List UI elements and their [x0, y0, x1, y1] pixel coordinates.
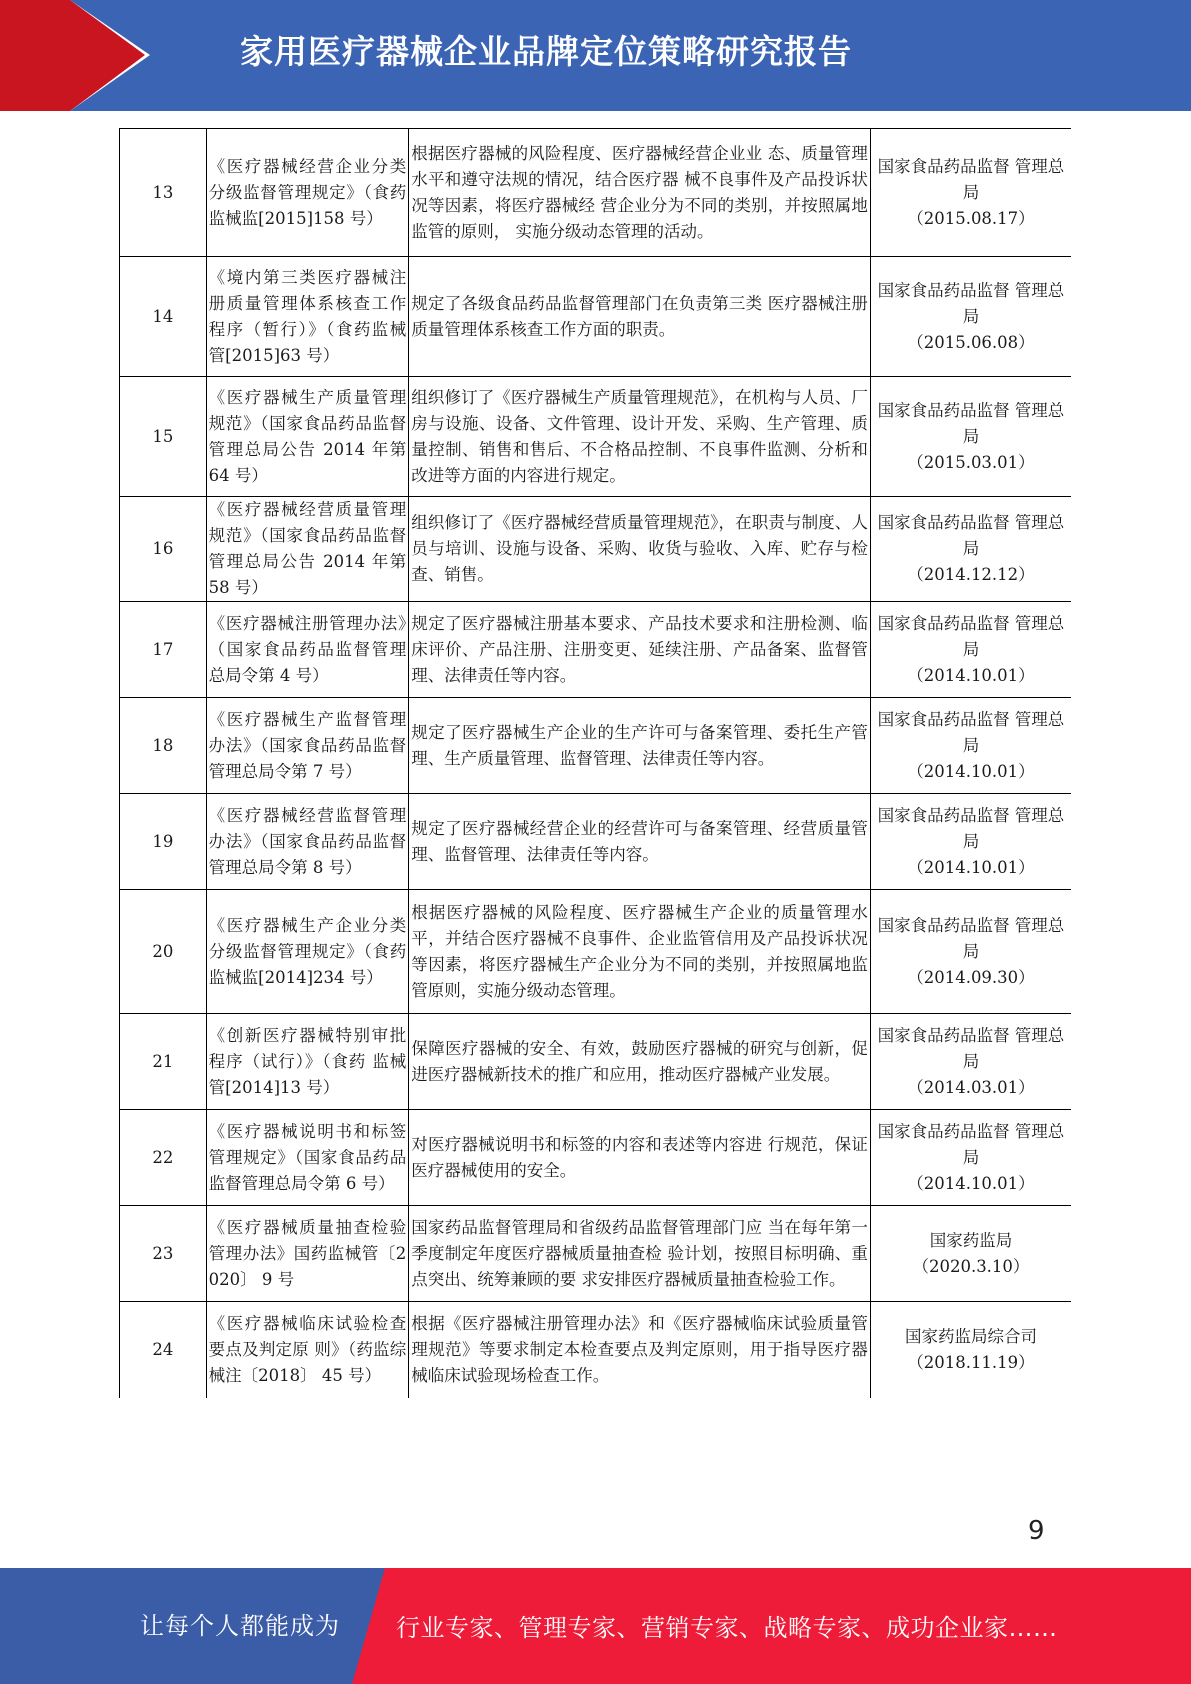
effective-date: （2014.10.01）	[907, 1173, 1035, 1193]
row-number: 16	[120, 497, 207, 602]
regulation-description: 保障医疗器械的安全、有效，鼓励医疗器械的研究与创新，促进医疗器械新技术的推广和应用，推动医疗器械产业发展。	[409, 1014, 871, 1110]
issuing-authority: 国家药监局综合司	[904, 1326, 1037, 1346]
regulation-description: 规定了医疗器械经营企业的经营许可与备案管理、经营质量管理、监督管理、法律责任等内容。	[409, 794, 871, 890]
regulation-name: 《医疗器械生产企业分类分级监督管理规定》（食药监械监[2014]234 号）	[206, 890, 409, 1014]
effective-date: （2015.08.17）	[907, 208, 1035, 228]
row-number: 20	[120, 890, 207, 1014]
issuing-authority: 国家食品药品监督 管理总局	[877, 1121, 1065, 1167]
effective-date: （2014.12.12）	[907, 565, 1035, 584]
row-number: 14	[120, 257, 207, 377]
regulation-description: 组织修订了《医疗器械经营质量管理规范》，在职责与制度、人员与培训、设施与设备、采购、收货与验收、入库、贮存与检查、销售。	[409, 497, 871, 602]
row-number: 18	[120, 698, 207, 794]
regulation-name: 《医疗器械生产质量管理规范》（国家食品药品监督管理总局公告 2014 年第 64 号）	[206, 377, 409, 497]
issuing-authority: 国家食品药品监督 管理总局	[877, 513, 1065, 558]
footer-slogan-right: 行业专家、管理专家、营销专家、战略专家、成功企业家……	[396, 1614, 1058, 1642]
row-number: 13	[120, 129, 207, 257]
effective-date: （2020.3.10）	[912, 1256, 1030, 1276]
issuer-cell	[870, 1206, 1071, 1302]
regulation-description: 对医疗器械说明书和标签的内容和表述等内容进 行规范，保证医疗器械使用的安全。	[409, 1110, 871, 1206]
issuer-cell	[870, 377, 1071, 497]
regulation-name: 《医疗器械说明书和标签管理规定》（国家食品药品监督管理总局令第 6 号）	[206, 1110, 409, 1206]
table-row	[120, 602, 1072, 698]
regulation-name: 《医疗器械临床试验检查要点及判定原 则》（药监综械注〔2018〕 45 号）	[206, 1302, 409, 1398]
page-header	[0, 0, 1191, 111]
table-row	[120, 698, 1072, 794]
issuing-authority: 国家食品药品监督 管理总局	[877, 613, 1065, 659]
issuing-authority: 国家食品药品监督 管理总局	[877, 709, 1065, 755]
page-number: 9	[1028, 1516, 1045, 1546]
row-number: 22	[120, 1110, 207, 1206]
table-row	[120, 1206, 1072, 1302]
row-number: 21	[120, 1014, 207, 1110]
page-footer	[0, 1568, 1191, 1684]
issuer-cell	[870, 890, 1071, 1014]
effective-date: （2015.03.01）	[907, 452, 1035, 472]
report-title: 家用医疗器械企业品牌定位策略研究报告	[240, 32, 852, 71]
effective-date: （2014.09.30）	[907, 967, 1035, 987]
issuer-cell	[870, 1302, 1071, 1398]
regulation-description: 根据医疗器械的风险程度、医疗器械生产企业的质量管理水平，并结合医疗器械不良事件、企业监管信用及产品投诉状况等因素，将医疗器械生产企业分为不同的类别，并按照属地监管原则，实施分级动态管理。	[409, 890, 871, 1014]
regulation-name: 《医疗器械经营企业分类分级监督管理规定》（食药监械监[2015]158 号）	[206, 129, 409, 257]
regulations-table	[119, 128, 1071, 1398]
issuing-authority: 国家食品药品监督 管理总局	[877, 280, 1065, 326]
regulation-description: 规定了医疗器械生产企业的生产许可与备案管理、委托生产管理、生产质量管理、监督管理、法律责任等内容。	[409, 698, 871, 794]
row-number: 24	[120, 1302, 207, 1398]
regulation-description: 规定了各级食品药品监督管理部门在负责第三类 医疗器械注册质量管理体系核查工作方面的职责。	[409, 257, 871, 377]
issuer-cell	[870, 698, 1071, 794]
table-row	[120, 497, 1072, 602]
regulation-name: 《医疗器械生产监督管理办法》（国家食品药品监督管理总局令第 7 号）	[206, 698, 409, 794]
effective-date: （2014.10.01）	[907, 761, 1035, 781]
footer-slogan-left: 让每个人都能成为	[140, 1612, 340, 1640]
effective-date: （2015.06.08）	[907, 332, 1035, 352]
regulation-description: 规定了医疗器械注册基本要求、产品技术要求和注册检测、临床评价、产品注册、注册变更、延续注册、产品备案、监督管理、法律责任等内容。	[409, 602, 871, 698]
table-row	[120, 1014, 1072, 1110]
issuing-authority: 国家食品药品监督 管理总局	[877, 156, 1065, 202]
row-number: 19	[120, 794, 207, 890]
issuer-cell	[870, 794, 1071, 890]
row-number: 15	[120, 377, 207, 497]
effective-date: （2018.11.19）	[907, 1352, 1035, 1372]
regulation-name: 《创新医疗器械特别审批程序（试行）》（食药 监械管[2014]13 号）	[206, 1014, 409, 1110]
issuer-cell	[870, 1014, 1071, 1110]
table-row	[120, 794, 1072, 890]
issuing-authority: 国家食品药品监督 管理总局	[877, 400, 1065, 446]
regulation-name: 《医疗器械经营监督管理办法》（国家食品药品监督管理总局令第 8 号）	[206, 794, 409, 890]
regulation-name: 《医疗器械质量抽查检验管理办法》国药监械管〔2020〕 9 号	[206, 1206, 409, 1302]
regulations-table-body	[120, 129, 1072, 1398]
issuing-authority: 国家食品药品监督 管理总局	[877, 805, 1065, 851]
issuing-authority: 国家食品药品监督 管理总局	[877, 1025, 1065, 1071]
effective-date: （2014.10.01）	[907, 665, 1035, 685]
issuer-cell	[870, 602, 1071, 698]
issuer-cell	[870, 257, 1071, 377]
issuer-cell	[870, 1110, 1071, 1206]
regulation-description: 根据医疗器械的风险程度、医疗器械经营企业业 态、质量管理水平和遵守法规的情况，结合医疗器 械不良事件及产品投诉状况等因素，将医疗器械经 营企业分为不同的类别，并按照属地监管的原则， 实施分级动态管理的活动。	[409, 129, 871, 257]
regulation-name: 《境内第三类医疗器械注册质量管理体系核查工作程序（暂行）》（食药监械管[2015]63 号）	[206, 257, 409, 377]
effective-date: （2014.10.01）	[907, 857, 1035, 877]
table-row	[120, 1302, 1072, 1398]
table-row	[120, 890, 1072, 1014]
row-number: 17	[120, 602, 207, 698]
regulation-description: 根据《医疗器械注册管理办法》和《医疗器械临床试验质量管理规范》等要求制定本检查要点及判定原则，用于指导医疗器械临床试验现场检查工作。	[409, 1302, 871, 1398]
table-row	[120, 377, 1072, 497]
table-row	[120, 257, 1072, 377]
issuer-cell	[870, 497, 1071, 602]
issuing-authority: 国家食品药品监督 管理总局	[877, 915, 1065, 961]
regulation-description: 国家药品监督管理局和省级药品监督管理部门应 当在每年第一季度制定年度医疗器械质量抽查检 验计划，按照目标明确、重点突出、统筹兼顾的要 求安排医疗器械质量抽查检验工作。	[409, 1206, 871, 1302]
effective-date: （2014.03.01）	[907, 1077, 1035, 1097]
regulation-name: 《医疗器械注册管理办法》（国家食品药品监督管理总局令第 4 号）	[206, 602, 409, 698]
issuer-cell	[870, 129, 1071, 257]
table-row	[120, 1110, 1072, 1206]
table-row	[120, 129, 1072, 257]
regulation-name: 《医疗器械经营质量管理规范》（国家食品药品监督管理总局公告 2014 年第 58 号）	[206, 497, 409, 602]
issuing-authority: 国家药监局	[929, 1230, 1013, 1250]
regulation-description: 组织修订了《医疗器械生产质量管理规范》，在机构与人员、厂房与设施、设备、文件管理、设计开发、采购、生产管理、质量控制、销售和售后、不合格品控制、不良事件监测、分析和改进等方面的内容进行规定。	[409, 377, 871, 497]
row-number: 23	[120, 1206, 207, 1302]
